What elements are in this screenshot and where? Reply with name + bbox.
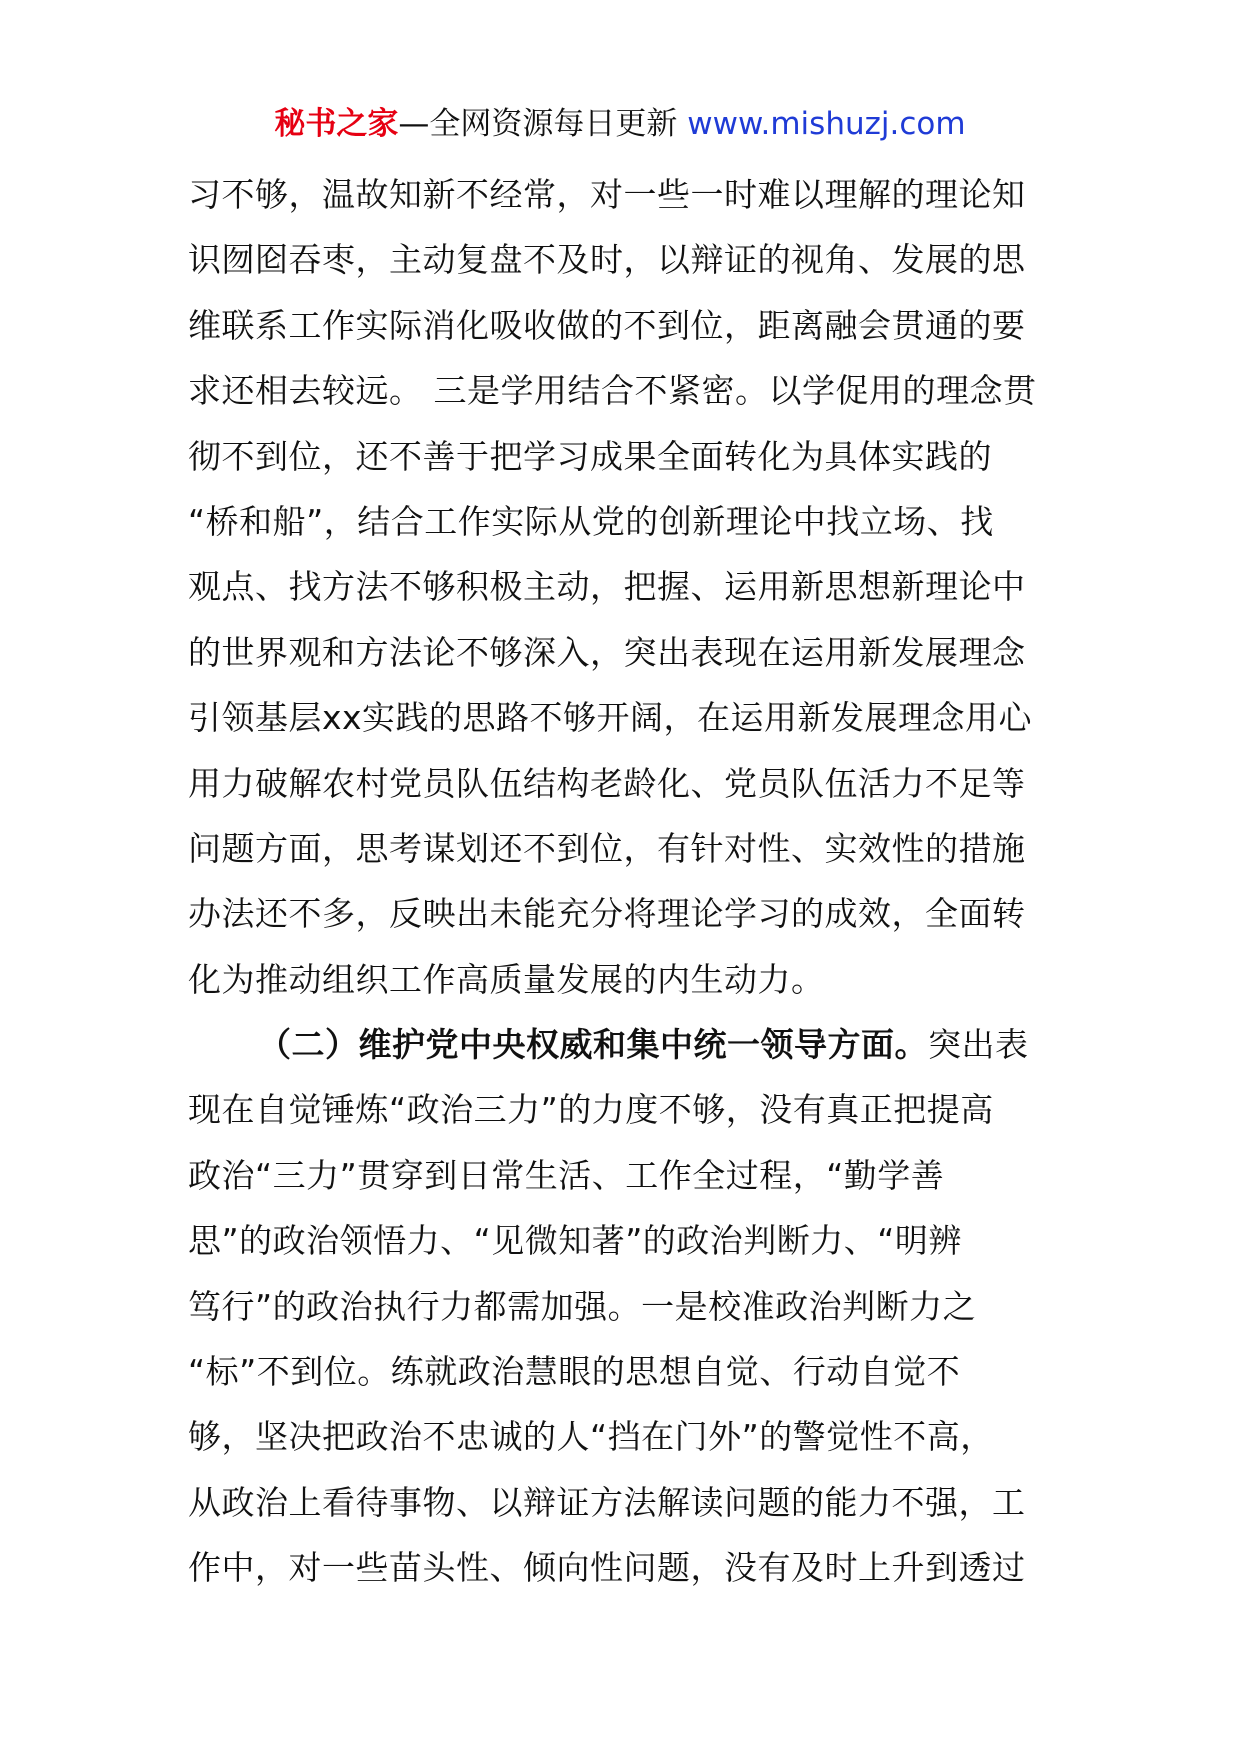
paragraph-line: “桥和船”，结合工作实际从党的创新理论中找立场、找: [188, 501, 994, 541]
paragraph-line: 用力破解农村党员队伍结构老龄化、党员队伍活力不足等: [188, 763, 1026, 803]
paragraph-line: 的世界观和方法论不够深入，突出表现在运用新发展理念: [188, 632, 1026, 672]
paragraph-line: 求还相去较远。 三是学用结合不紧密。以学促用的理念贯: [188, 371, 1037, 411]
site-header: [0, 102, 1240, 146]
paragraph-line: 彻不到位，还不善于把学习成果全面转化为具体实践的: [188, 436, 992, 476]
site-url-link[interactable]: www.mishuzj.com: [687, 106, 966, 142]
paragraph-line: 政治“三力”贯穿到日常生活、工作全过程，“勤学善: [188, 1155, 945, 1195]
section-heading-continuation: 突出表: [928, 1025, 1029, 1065]
paragraph-line: 识囫囵吞枣，主动复盘不及时，以辩证的视角、发展的思: [188, 240, 1026, 280]
paragraph-line: 办法还不多，反映出未能充分将理论学习的成效，全面转: [188, 894, 1026, 934]
paragraph-line: 维联系工作实际消化吸收做的不到位，距离融会贯通的要: [188, 305, 1026, 345]
document-body: [188, 162, 1058, 1601]
section-heading-line: [188, 1012, 1058, 1077]
paragraph-line: 作中，对一些苗头性、倾向性问题，没有及时上升到透过: [188, 1548, 1026, 1588]
section-heading: （二）维护党中央权威和集中统一领导方面。: [258, 1025, 928, 1065]
paragraph-line: 引领基层xx实践的思路不够开阔，在运用新发展理念用心: [188, 698, 1033, 738]
paragraph-line: 现在自觉锤炼“政治三力”的力度不够，没有真正把提高: [188, 1090, 994, 1130]
paragraph-line: 化为推动组织工作高质量发展的内生动力。: [188, 959, 825, 999]
paragraph-line: 问题方面，思考谋划还不到位，有针对性、实效性的措施: [188, 828, 1026, 868]
site-tagline: —全网资源每日更新: [398, 106, 678, 142]
paragraph-line: 观点、找方法不够积极主动，把握、运用新思想新理论中: [188, 567, 1026, 607]
site-brand: 秘书之家: [274, 106, 399, 142]
paragraph-line: “标”不到位。练就政治慧眼的思想自觉、行动自觉不: [188, 1352, 961, 1392]
paragraph-line: 笃行”的政治执行力都需加强。一是校准政治判断力之: [188, 1286, 977, 1326]
paragraph-line: 够，坚决把政治不忠诚的人“挡在门外”的警觉性不高，: [188, 1417, 994, 1457]
paragraph-line: 习不够，温故知新不经常，对一些一时难以理解的理论知: [188, 175, 1026, 214]
paragraph-line: 思”的政治领悟力、“见微知著”的政治判断力、“明辨: [188, 1221, 962, 1261]
paragraph-line: 从政治上看待事物、以辩证方法解读问题的能力不强，工: [188, 1482, 1026, 1522]
